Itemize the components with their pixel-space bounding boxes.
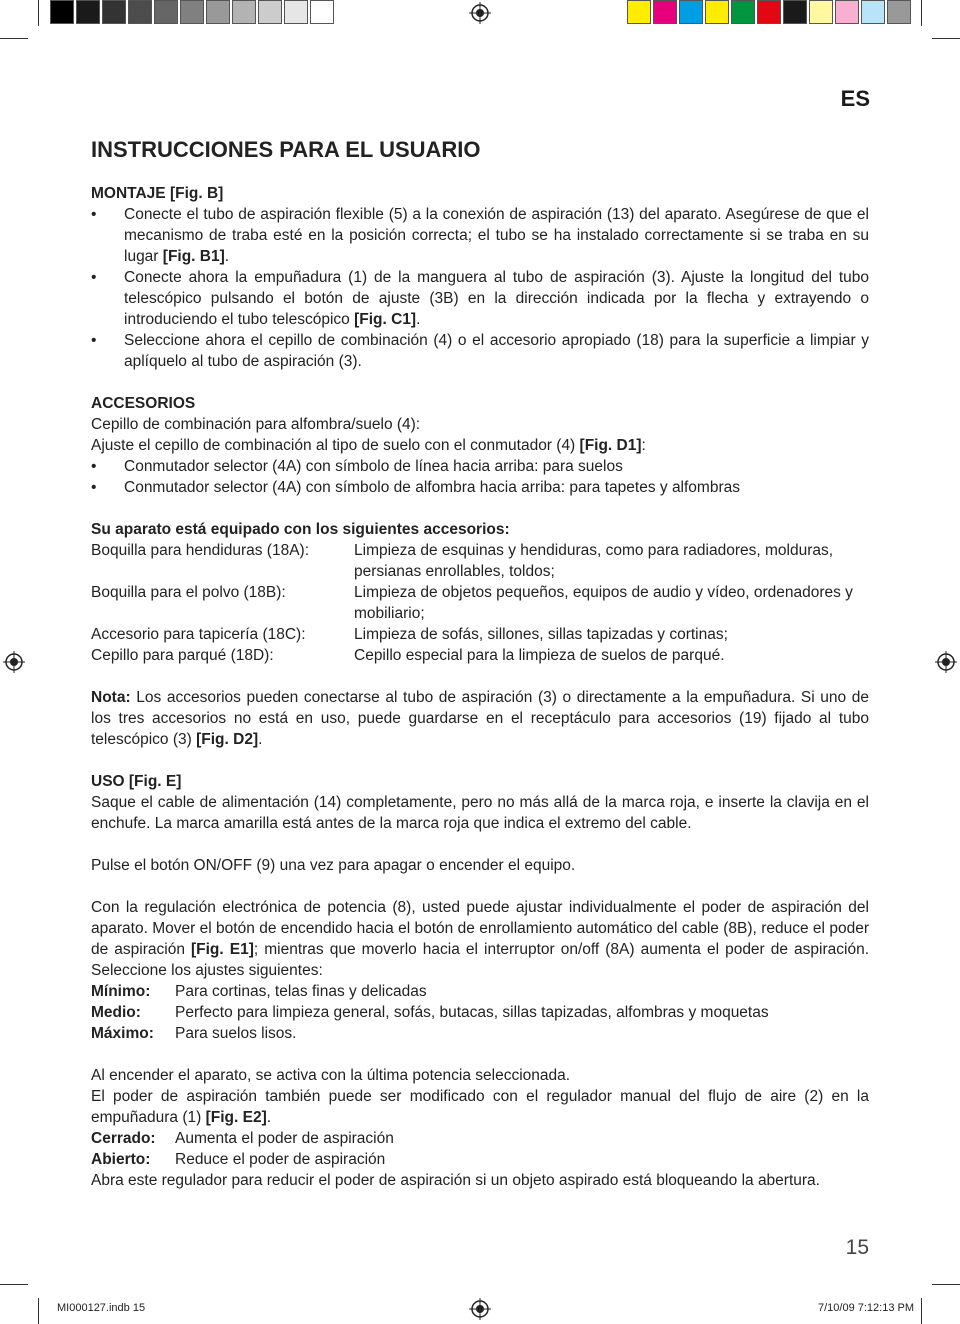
uso-paragraph: Abra este regulador para reducir el poder de aspiración si un objeto aspirado está bloqueando la abertura. <box>91 1172 820 1189</box>
montaje-list <box>91 204 869 372</box>
power-mode-row: Medio: Perfecto para limpieza general, sofás, butacas, sillas tapizadas, alfombras y moquetas <box>91 1004 769 1021</box>
accessory-row: Boquilla para el polvo (18B): Limpieza de objetos pequeños, equipos de audio y vídeo, ordenadores y mobiliario; <box>91 584 853 622</box>
color-swatch <box>627 0 651 24</box>
color-swatch <box>705 0 729 24</box>
list-item: • Conecte el tubo de aspiración flexible (5) a la conexión de aspiración (13) del aparato. Asegúrese de que el mecanismo de traba esté en la posición correcta; el tubo se ha instalado correctamente si se traba en su lugar [Fig. B1]. <box>91 206 869 265</box>
uso-paragraph: Al encender el aparato, se activa con la última potencia seleccionada. <box>91 1067 571 1084</box>
color-swatch <box>50 0 74 24</box>
accessory-row: Boquilla para hendiduras (18A): Limpieza de esquinas y hendiduras, como para radiadores, molduras, persianas enrollables, toldos; <box>91 542 834 580</box>
color-swatch <box>128 0 152 24</box>
page-title: INSTRUCCIONES PARA EL USUARIO <box>91 137 481 162</box>
process-color-bar <box>627 0 913 26</box>
section-heading-equipado: Su aparato está equipado con los siguientes accesorios: <box>91 521 510 538</box>
trim-mark <box>932 1284 960 1285</box>
accesorios-list <box>91 456 869 498</box>
trim-mark <box>921 0 922 26</box>
grayscale-color-bar <box>50 0 336 26</box>
trim-mark <box>0 38 28 39</box>
section-heading-montaje: MONTAJE [Fig. B] <box>91 185 224 202</box>
registration-mark-icon <box>3 651 25 673</box>
color-swatch <box>284 0 308 24</box>
list-item: • Seleccione ahora el cepillo de combinación (4) o el accesorio apropiado (18) para la superficie a limpiar y aplíquelo al tubo de aspiración (3). <box>91 332 869 370</box>
color-swatch <box>679 0 703 24</box>
uso-paragraph: Saque el cable de alimentación (14) completamente, pero no más allá de la marca roja, e inserte la clavija en el enchufe. La marca amarilla está antes de la marca roja que indica el extremo del cable. <box>91 794 869 832</box>
uso-paragraph: Con la regulación electrónica de potencia (8), usted puede ajustar individualmente el poder de aspiración del aparato. Mover el botón de encendido hacia el botón de enrollamiento automático del cable (8B), reduce el poder de aspiración [Fig. E1]; mientras que moverlo hacia el interruptor on/off (8A) aumenta el poder de aspiración. Seleccione los ajustes siguientes: <box>91 899 870 979</box>
trim-mark <box>0 1284 28 1285</box>
color-swatch <box>206 0 230 24</box>
color-swatch <box>731 0 755 24</box>
color-swatch <box>809 0 833 24</box>
accessory-row: Accesorio para tapicería (18C): Limpieza de sofás, sillones, sillas tapizadas y cortinas; <box>91 626 728 643</box>
color-swatch <box>835 0 859 24</box>
color-swatch <box>154 0 178 24</box>
color-swatch <box>757 0 781 24</box>
section-heading-accesorios: ACCESORIOS <box>91 395 196 412</box>
valve-row: Abierto: Reduce el poder de aspiración <box>91 1151 386 1168</box>
section-heading-uso: USO [Fig. E] <box>91 773 182 790</box>
list-item: • Conmutador selector (4A) con símbolo de alfombra hacia arriba: para tapetes y alfombras <box>91 479 740 496</box>
accesorios-line: Ajuste el cepillo de combinación al tipo de suelo con el conmutador (4) [Fig. D1]: <box>91 437 646 454</box>
color-swatch <box>310 0 334 24</box>
color-swatch <box>861 0 885 24</box>
list-item: • Conmutador selector (4A) con símbolo de línea hacia arriba: para suelos <box>91 458 623 475</box>
color-swatch <box>783 0 807 24</box>
registration-mark-icon <box>469 1298 491 1320</box>
registration-mark-icon <box>469 2 491 24</box>
language-code: ES <box>840 86 870 111</box>
color-swatch <box>180 0 204 24</box>
trim-mark <box>38 1298 39 1324</box>
color-swatch <box>887 0 911 24</box>
color-swatch <box>258 0 282 24</box>
page-number: 15 <box>845 1236 869 1259</box>
valve-row: Cerrado: Aumenta el poder de aspiración <box>91 1130 394 1147</box>
footer-date: 7/10/09 7:12:13 PM <box>817 1302 914 1314</box>
power-mode-row: Máximo: Para suelos lisos. <box>91 1025 297 1042</box>
registration-mark-icon <box>935 651 957 673</box>
color-swatch <box>102 0 126 24</box>
trim-mark <box>932 38 960 39</box>
footer-file-name: MI000127.indb 15 <box>57 1302 146 1314</box>
page-content <box>91 136 869 1191</box>
trim-mark <box>921 1298 922 1324</box>
accessory-row: Cepillo para parqué (18D): Cepillo especial para la limpieza de suelos de parqué. <box>91 647 725 664</box>
accesorios-line: Cepillo de combinación para alfombra/suelo (4): <box>91 416 421 433</box>
color-swatch <box>232 0 256 24</box>
power-mode-row: Mínimo: Para cortinas, telas finas y delicadas <box>91 983 427 1000</box>
note-paragraph: Nota: Los accesorios pueden conectarse al tubo de aspiración (3) o directamente a la empuñadura. Si uno de los tres accesorios no está en uso, puede guardarse en el receptáculo para accesorios (19) fijado al tubo telescópico (3) [Fig. D2]. <box>91 689 869 748</box>
color-swatch <box>653 0 677 24</box>
list-item: • Conecte ahora la empuñadura (1) de la manguera al tubo de aspiración (3). Ajuste la longitud del tubo telescópico pulsando el botón de ajuste (3B) en la dirección indicada por la flecha y extrayendo o introduciendo el tubo telescópico [Fig. C1]. <box>91 269 869 328</box>
uso-paragraph: El poder de aspiración también puede ser modificado con el regulador manual del flujo de aire (2) en la empuñadura (1) [Fig. E2]. <box>91 1088 869 1126</box>
trim-mark <box>38 0 39 26</box>
uso-paragraph: Pulse el botón ON/OFF (9) una vez para apagar o encender el equipo. <box>91 857 576 874</box>
color-swatch <box>76 0 100 24</box>
